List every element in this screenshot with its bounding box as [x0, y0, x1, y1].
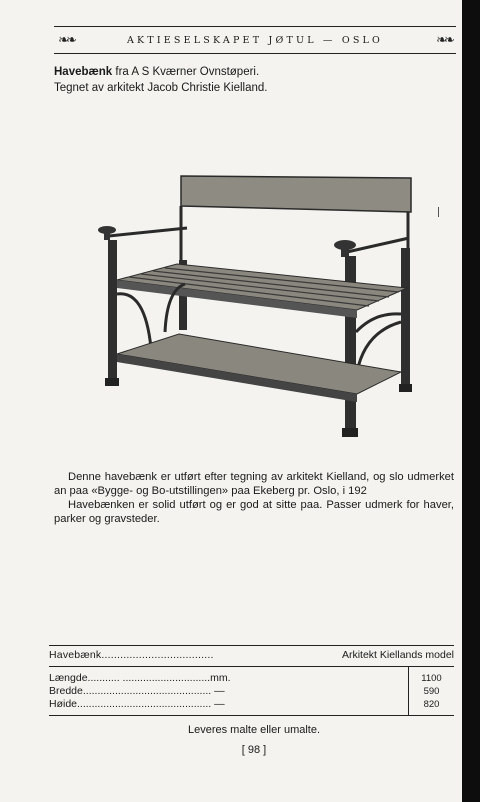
footer-note: Leveres malte eller umalte.	[187, 724, 321, 736]
spec-row-width	[49, 685, 454, 698]
spec-row-leader: ............................................ —	[82, 685, 225, 697]
para1-line1: Denne havebænk er utført efter tegning av arkitekt Kielland, og slo	[68, 471, 404, 483]
running-title: AKTIESELSKAPET JØTUL — OSLO	[126, 34, 384, 46]
spec-row-value: 1100	[421, 673, 442, 684]
spec-row-label: Længde	[49, 672, 88, 684]
product-name: Havebænk	[54, 66, 113, 78]
header-bottom-rule	[54, 53, 456, 54]
page-number: [ 98 ]	[241, 744, 267, 756]
bench-illustration	[95, 172, 425, 444]
para2-line2: for haver, parker og gravsteder.	[54, 499, 454, 525]
spec-rows	[49, 667, 454, 711]
para1-line2: udmerket an paa «Bygge- og Bo-utstillingen» paa Ekeberg pr. Oslo, i 192	[54, 471, 454, 497]
spec-row-leader: .............................................. —	[77, 698, 225, 710]
spec-column-divider	[408, 667, 409, 715]
margin-mark	[438, 207, 439, 217]
ornament-right-icon: ❧❧	[436, 32, 452, 48]
spec-row-value: 590	[423, 686, 440, 697]
maker-line: fra A S Kværner Ovnstøperi.	[115, 66, 260, 78]
spec-table	[49, 645, 454, 716]
spec-header-left: Havebænk....................................	[49, 649, 214, 661]
spec-row-leader: ........... ..............................mm.	[87, 672, 231, 684]
spec-header-right: Arkitekt Kiellands model	[341, 649, 454, 661]
spec-row-value: 820	[423, 699, 440, 710]
spec-row-label: Bredde	[49, 685, 83, 697]
intro-line-1	[54, 64, 454, 80]
spec-row-label: Høide	[49, 698, 78, 710]
para2-line1: Havebænken er solid utført og er god at sitte paa. Passer udmerk	[68, 499, 403, 511]
designer-line: Tegnet av arkitekt Jacob Christie Kielland.	[54, 82, 268, 94]
spec-header-row	[49, 646, 454, 667]
intro-block	[54, 64, 454, 96]
running-head	[54, 30, 456, 50]
header-top-rule	[54, 26, 456, 27]
spec-row-length	[49, 672, 454, 685]
spec-row-height	[49, 698, 454, 711]
ornament-left-icon: ❧❧	[58, 32, 74, 48]
page-edge	[462, 0, 480, 802]
description-text	[54, 470, 454, 526]
spec-bottom-rule	[49, 715, 454, 716]
